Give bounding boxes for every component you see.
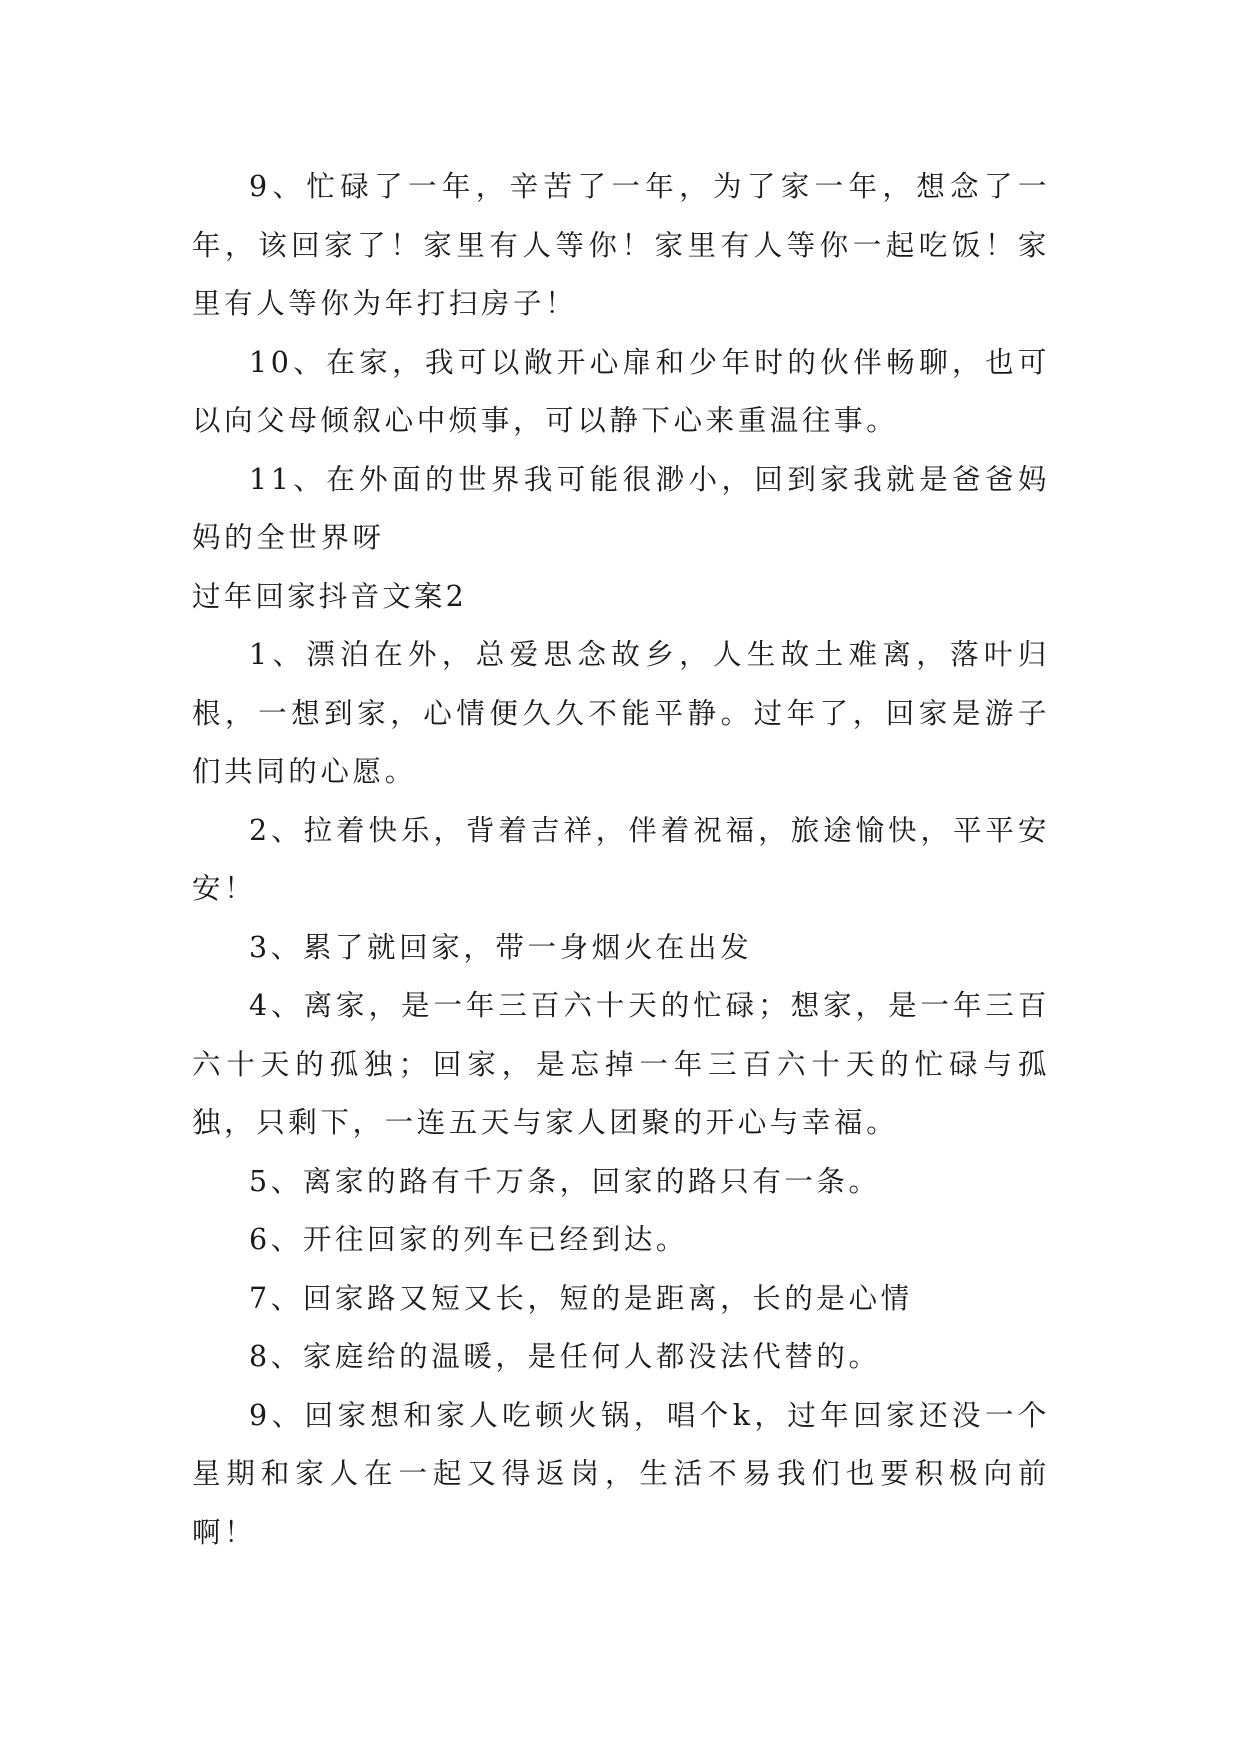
paragraph: 4、离家，是一年三百六十天的忙碌；想家，是一年三百六十天的孤独；回家，是忘掉一年三百六十天的忙碌与孤独，只剩下，一连五天与家人团聚的开心与幸福。	[192, 989, 1050, 1139]
document-page	[192, 158, 1050, 1562]
paragraph: 11、在外面的世界我可能很渺小，回到家我就是爸爸妈妈的全世界呀	[192, 462, 1050, 554]
paragraph: 9、忙碌了一年，辛苦了一年，为了家一年，想念了一年，该回家了！家里有人等你！家里有人等你一起吃饭！家里有人等你为年打扫房子！	[192, 170, 1050, 320]
paragraph: 3、累了就回家，带一身烟火在出发	[249, 930, 753, 964]
paragraph: 7、回家路又短又长，短的是距离，长的是心情	[249, 1281, 913, 1315]
paragraph: 9、回家想和家人吃顿火锅，唱个k，过年回家还没一个星期和家人在一起又得返岗，生活不易我们也要积极向前啊！	[192, 1398, 1050, 1549]
paragraph: 10、在家，我可以敞开心扉和少年时的伙伴畅聊，也可以向父母倾叙心中烦事，可以静下心来重温往事。	[192, 345, 1050, 437]
paragraph: 6、开往回家的列车已经到达。	[249, 1223, 689, 1256]
paragraph: 2、拉着快乐，背着吉祥，伴着祝福，旅途愉快，平平安安！	[192, 813, 1050, 905]
paragraph: 8、家庭给的温暖，是任何人都没法代替的。	[249, 1340, 881, 1373]
section-heading: 过年回家抖音文案2	[192, 579, 467, 613]
paragraph: 1、漂泊在外，总爱思念故乡，人生故土难离，落叶归根，一想到家，心情便久久不能平静。过年了，回家是游子们共同的心愿。	[192, 638, 1050, 788]
paragraph: 5、离家的路有千万条，回家的路只有一条。	[249, 1164, 881, 1198]
